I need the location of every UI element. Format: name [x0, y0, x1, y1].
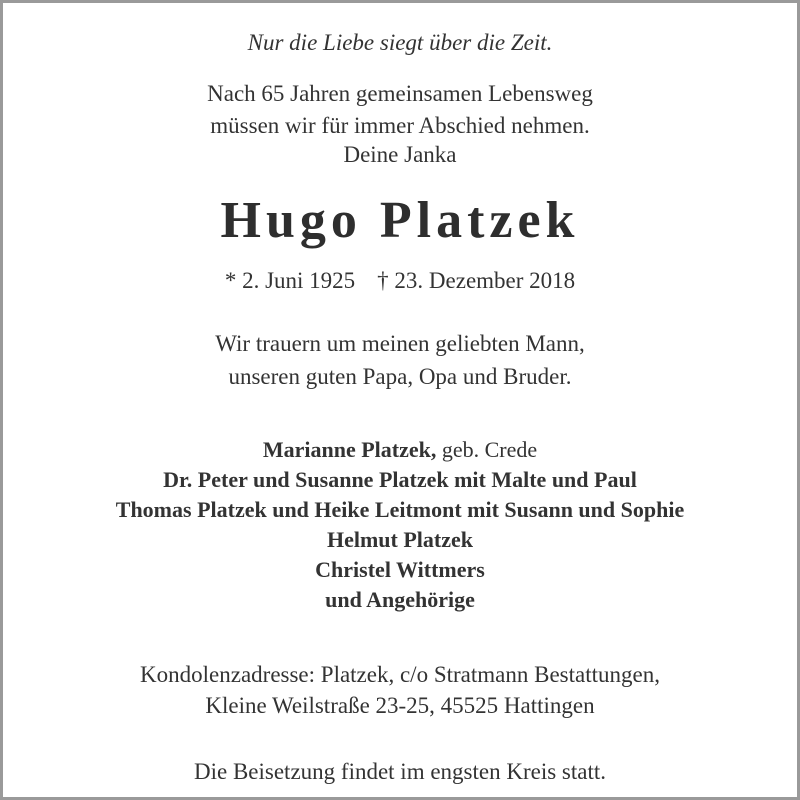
mourning-line-2: unseren guten Papa, Opa und Bruder. [228, 364, 572, 389]
life-dates [3, 268, 797, 294]
intro-line-1: Nach 65 Jahren gemeinsamen Lebensweg [207, 81, 593, 106]
death-date: † 23. Dezember 2018 [377, 268, 576, 293]
burial-note: Die Beisetzung findet im engsten Kreis statt. [194, 759, 606, 784]
family-member: Christel Wittmers [315, 557, 485, 582]
deceased-name: Hugo Platzek [220, 192, 580, 249]
mourning-line-1: Wir trauern um meinen geliebten Mann, [215, 331, 585, 356]
intro-signature: Deine Janka [343, 142, 457, 167]
family-member: Dr. Peter und Susanne Platzek mit Malte und Paul [163, 467, 637, 492]
widow-name: Marianne Platzek, [262, 437, 437, 462]
family-member: Thomas Platzek und Heike Leitmont mit Susann und Sophie [115, 497, 685, 522]
family-relatives: und Angehörige [325, 587, 475, 612]
family-member: Helmut Platzek [326, 527, 474, 552]
widow-maiden-name: geb. Crede [441, 437, 538, 462]
condolence-address-line-1: Kondolenzadresse: Platzek, c/o Stratmann Bestattungen, [140, 662, 660, 687]
intro-line-2: müssen wir für immer Abschied nehmen. [210, 113, 590, 138]
family-member-widow [3, 437, 797, 463]
birth-date: * 2. Juni 1925 [224, 268, 356, 293]
condolence-address-line-2: Kleine Weilstraße 23-25, 45525 Hattingen [205, 693, 595, 718]
motto: Nur die Liebe siegt über die Zeit. [247, 30, 553, 55]
